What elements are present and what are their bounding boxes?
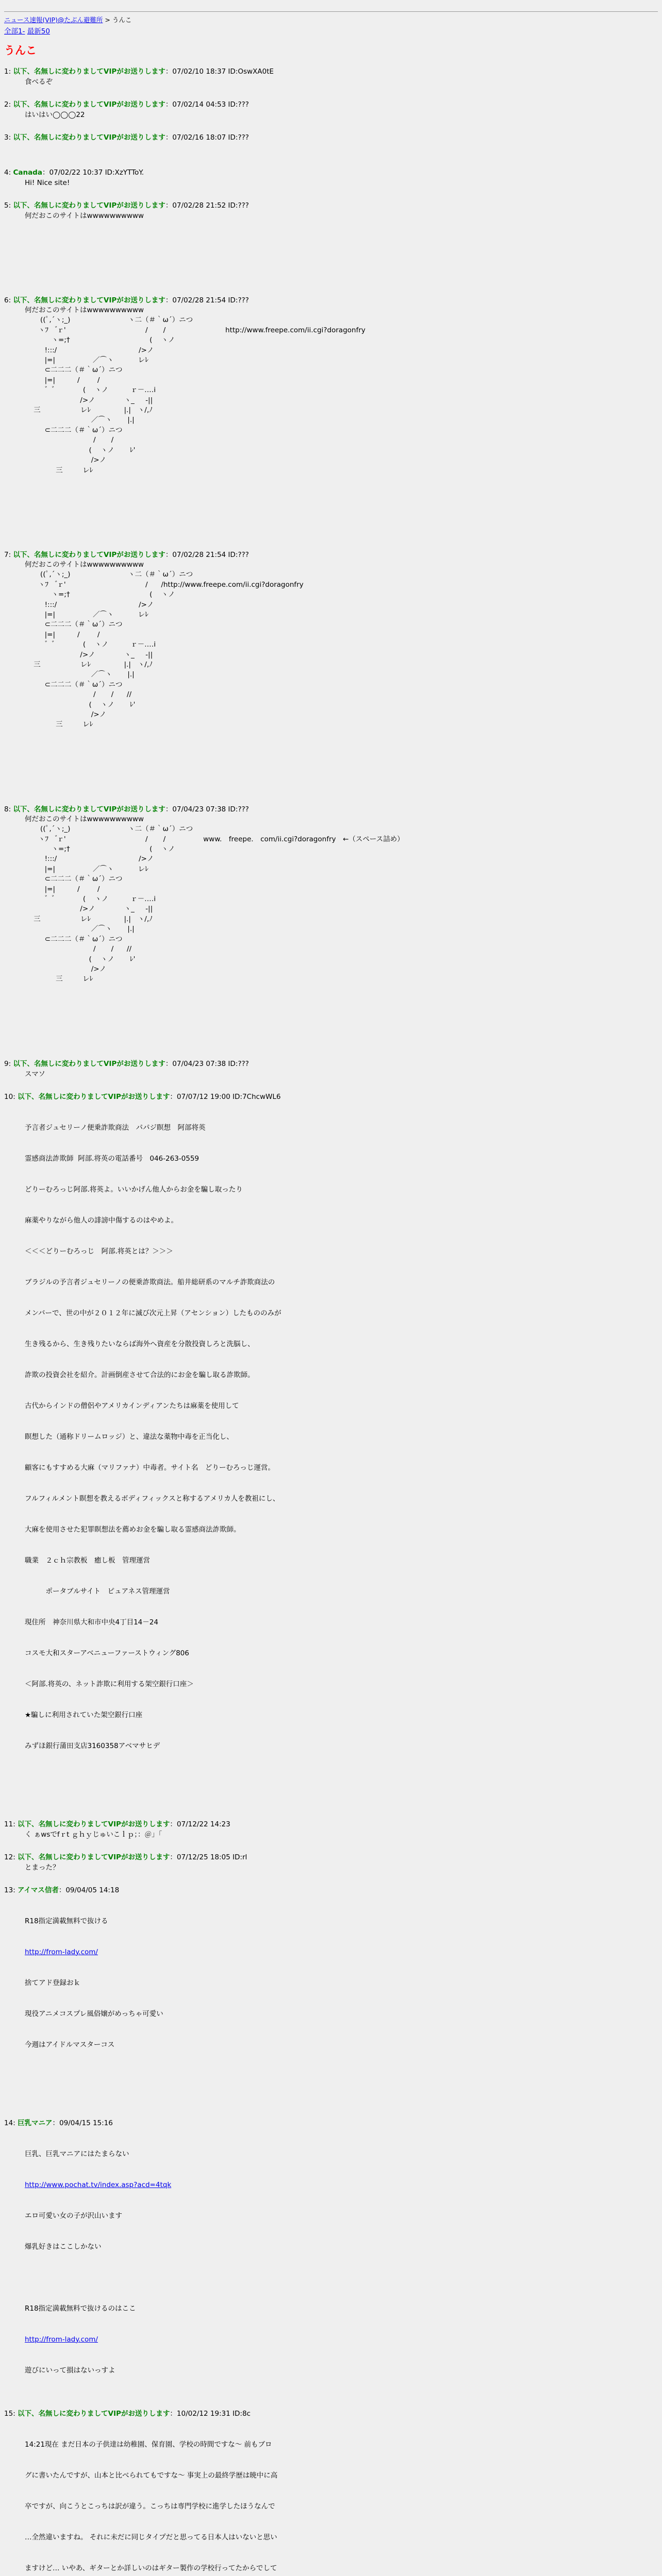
post-15: [4, 2409, 658, 2576]
post-11: [4, 1819, 658, 1840]
post-meta: ：07/12/22 14:23: [170, 1820, 230, 1828]
poster-name: 以下、名無しに変わりましてVIPがお送りします: [18, 2409, 170, 2418]
post-meta: ：07/02/22 10:37 ID:XzYTToY.: [42, 168, 144, 177]
post-number: 4: [4, 168, 9, 177]
post-header: 10: 以下、名無しに変わりましてVIPがお送りします：07/07/12 19:00 ID:7ChcwWL6: [4, 1092, 281, 1101]
body-line: R18指定満載無料で抜けるのはここ: [25, 2304, 136, 2313]
post-number: 1: [4, 67, 9, 76]
body-line: 現住所 神奈川県大和市中央4丁目14－24: [25, 1618, 158, 1626]
body-line: 卒ですが、向こうとこっちは訳が違う。こっちは専門学校に進学したほうなんで: [25, 2502, 275, 2511]
post-header: 8: 以下、名無しに変わりましてVIPがお送りします：07/04/23 07:38 ID:???: [4, 805, 249, 814]
body-line: 巨乳、巨乳マニアにはたまらない: [25, 2149, 129, 2158]
post-3: [4, 132, 658, 155]
body-line: みずほ銀行蒲田支店3160358アベマサヒデ: [25, 1741, 160, 1750]
post-header: 13: アイマス信者：09/04/05 14:18: [4, 1886, 120, 1894]
post-number: 5: [4, 201, 9, 210]
thread-title: うんこ: [4, 44, 37, 57]
post-meta: ：09/04/05 14:18: [58, 1886, 120, 1894]
post-6: [4, 295, 658, 537]
poster-name: 以下、名無しに変わりましてVIPがお送りします: [13, 100, 166, 109]
top-divider: [4, 11, 658, 12]
breadcrumb-separator: >: [103, 16, 112, 24]
body-line: 今週はアイドルマスターコス: [25, 2040, 115, 2049]
ascii-art-body: 何だおこのサイトはwwwwwwwwww ((ﾟ,´ヽ;_) ヽ二（＃｀ω´）ニつ ヽﾌ ゙ｒ' / / www. freepe. com/ii.cgi?doragonfry ←（スペース詰め） ヽ=;† ( ヽノ !:::/ />ノ |=| ／⌒ヽ レﾚ ⊂二二二（＃｀ω´）ニつ |=| / / ゛゛ ( ヽノ ｒ－‥‥i />ノ ヽ_ -|| 三 レﾚ |.| ヽ/,ﾉ ／⌒ヽ |.| ⊂二二二（＃｀ω´）ニつ / / // ( ヽノ ﾚ' />ノ 三 レﾚ: [25, 815, 404, 984]
body-line: 詐欺の投資会社を紹介。計画倒産させて合法的にお金を騙し取る詐欺師。: [25, 1370, 255, 1379]
post-9: [4, 1059, 658, 1079]
post-meta: ：07/07/12 19:00 ID:7ChcwWL6: [170, 1092, 281, 1101]
post-number: 15: [4, 2409, 13, 2418]
body-line: 生き残るから、生き残りたいならば海外へ資産を分散投資しろと洗脳し、: [25, 1340, 255, 1348]
post-meta: ：07/12/25 18:05 ID:rl: [170, 1853, 247, 1861]
body-line: フルフィルメント瞑想を教えるボディフィックスと称するアメリカ人を教祖にし、: [25, 1494, 280, 1503]
page: [0, 11, 662, 2576]
external-link[interactable]: http://from-lady.com/: [25, 2335, 98, 2344]
body-line: 大麻を使用させた犯罪瞑想法を薦めお金を騙し取る霊感商法詐欺師。: [25, 1525, 241, 1534]
body-line: グに書いたんですが、山本と比べられてもですな～ 事実上の最終学歴は暁中に高: [25, 2471, 278, 2480]
body-line: コスモ大和スターアベニューファーストウィング806: [25, 1649, 189, 1657]
poster-name: Canada: [13, 168, 42, 177]
post-5: [4, 200, 658, 283]
post-12: [4, 1852, 658, 1873]
body-line: ますけど… いやあ、ギターとか詳しいのはギター製作の学校行ってたからでして: [25, 2564, 277, 2572]
post-1: [4, 66, 658, 87]
body-line: 瞑想した（通称ドリームロッジ）と、違法な薬物中毒を正当化し、: [25, 1432, 234, 1441]
external-link[interactable]: http://from-lady.com/: [25, 1947, 98, 1956]
poster-name: 以下、名無しに変わりましてVIPがお送りします: [13, 1059, 166, 1068]
all-posts-link[interactable]: 全部1-: [4, 27, 25, 36]
post-number: 6: [4, 296, 9, 304]
post-number: 12: [4, 1853, 13, 1861]
post-meta: ：07/02/28 21:54 ID:???: [165, 296, 249, 304]
post-body: とまった？: [25, 1863, 60, 1872]
post-header: 11: 以下、名無しに変わりましてVIPがお送りします：07/12/22 14:23: [4, 1820, 230, 1828]
post-body: [25, 2419, 658, 2576]
post-14: [4, 2118, 658, 2396]
body-line: …全然違いますね。 それに未だに同じタイプだと思ってる日本人はいないと思い: [25, 2533, 277, 2541]
body-line: 霊感商法詐欺師 阿部.将英の電話番号 046-263-0559: [25, 1154, 200, 1163]
poster-name: 以下、名無しに変わりましてVIPがお送りします: [18, 1853, 170, 1861]
post-meta: ：09/04/15 15:16: [52, 2119, 113, 2127]
post-number: 10: [4, 1092, 13, 1101]
poster-name: 以下、名無しに変わりましてVIPがお送りします: [13, 133, 166, 142]
post-header: 14: 巨乳マニア：09/04/15 15:16: [4, 2119, 113, 2127]
body-line: R18指定満載無料で抜ける: [25, 1917, 108, 1925]
body-line: 麻薬やりながら他人の誹謗中傷するのはやめよ。: [25, 1216, 178, 1225]
post-header: 1: 以下、名無しに変わりましてVIPがお送りします：07/02/10 18:37 ID:OswXA0tE: [4, 67, 274, 76]
poster-name: アイマス信者: [18, 1886, 59, 1894]
poster-name: 以下、名無しに変わりましてVIPがお送りします: [18, 1820, 170, 1828]
breadcrumb: [4, 15, 658, 25]
post-meta: ：07/02/28 21:54 ID:???: [165, 550, 249, 559]
post-body: 食べるぞ: [25, 78, 53, 86]
body-line: 爆乳好きはここしかない: [25, 2242, 102, 2251]
body-line: 現役アニメコスプレ風俗嬢がめっちゃ可愛い: [25, 2009, 163, 2018]
body-line: ブラジルの予言者ジュセリーノの便乗詐欺商法。船井総研系のマルチ詐欺商法の: [25, 1278, 275, 1286]
breadcrumb-board-link[interactable]: ニュース速報(VIP)@たぶん避難所: [4, 16, 103, 24]
post-body: [25, 1895, 658, 2071]
post-number: 14: [4, 2119, 13, 2127]
body-line: メンバーで、世の中が２０１２年に滅び次元上昇（アセンション）したもののみが: [25, 1309, 282, 1317]
body-line: [25, 2273, 658, 2283]
post-body: スマソ: [25, 1070, 45, 1078]
post-header: 12: 以下、名無しに変わりましてVIPがお送りします：07/12/25 18:05 ID:rl: [4, 1853, 247, 1861]
thread-nav: [4, 26, 658, 37]
body-line: どりーむろっじ阿部.将英よ。いいかげん他人からお金を騙し取ったり: [25, 1185, 243, 1194]
post-number: 11: [4, 1820, 13, 1828]
poster-name: 以下、名無しに変わりましてVIPがお送りします: [18, 1092, 170, 1101]
post-list: [4, 66, 658, 2576]
post-meta: ：07/04/23 07:38 ID:???: [165, 805, 249, 814]
poster-name: 以下、名無しに変わりましてVIPがお送りします: [13, 805, 166, 814]
post-header: 4: Canada：07/02/22 10:37 ID:XzYTToY.: [4, 168, 144, 177]
post-header: 2: 以下、名無しに変わりましてVIPがお送りします：07/02/14 04:53 ID:???: [4, 100, 249, 109]
poster-name: 以下、名無しに変わりましてVIPがお送りします: [13, 296, 166, 304]
post-10: [4, 1092, 658, 1807]
post-meta: ：07/02/28 21:52 ID:???: [165, 201, 249, 210]
body-line: 遊びにいって損はないっすよ: [25, 2366, 115, 2375]
post-meta: ：07/02/14 04:53 ID:???: [165, 100, 249, 109]
post-number: 7: [4, 550, 9, 559]
post-body: Hi! Nice site!: [25, 179, 70, 187]
post-header: 5: 以下、名無しに変わりましてVIPがお送りします：07/02/28 21:52 ID:???: [4, 201, 249, 210]
body-line: 予言者ジュセリーノ便乗詐欺商法 パパジ瞑想 阿部将英: [25, 1123, 206, 1132]
body-line: ★騙しに利用されていた架空銀行口座: [25, 1710, 143, 1719]
ascii-art-body: 何だおこのサイトはwwwwwwwwww ((ﾟ,´ヽ;_) ヽ二（＃｀ω´）ニつ ヽﾌ ゙ｒ' / / http://www.freepe.com/ii.cgi?doragonfry ヽ=;† ( ヽノ !:::/ />ノ |=| ／⌒ヽ レﾚ ⊂二二二（＃｀ω´）ニつ |=| / / ゛゛ ( ヽノ ｒ－‥‥i />ノ ヽ_ -|| 三 レﾚ |.| ヽ/,ﾉ ／⌒ヽ |.| ⊂二二二（＃｀ω´）ニつ / / ( ヽノ ﾚ' />ノ 三 レﾚ: [25, 306, 366, 474]
poster-name: 以下、名無しに変わりましてVIPがお送りします: [13, 550, 166, 559]
post-number: 3: [4, 133, 9, 142]
body-line: 顧客にもすすめる大麻（マリファナ）中毒者。サイト名 どりーむろっじ運営。: [25, 1463, 275, 1472]
post-header: 9: 以下、名無しに変わりましてVIPがお送りします：07/04/23 07:38 ID:???: [4, 1059, 249, 1068]
external-link[interactable]: http://www.pochat.tv/index.asp?acd=4tqk: [25, 2180, 172, 2189]
post-header: 3: 以下、名無しに変わりましてVIPがお送りします：07/02/16 18:07 ID:???: [4, 133, 249, 142]
ascii-art-body: 何だおこのサイトはwwwwwwwwww ((ﾟ,´ヽ;_) ヽ二（＃｀ω´）ニつ ヽﾌ ゙ｒ' / /http://www.freepe.com/ii.cgi?doragonfry ヽ=;† ( ヽノ !:::/ />ノ |=| ／⌒ヽ レﾚ ⊂二二二（＃｀ω´）ニつ |=| / / ゛゛ ( ヽノ ｒ－‥‥i />ノ ヽ_ -|| 三 レﾚ |.| ヽ/,ﾉ ／⌒ヽ |.| ⊂二二二（＃｀ω´）ニつ / / // ( ヽノ ﾚ' />ノ 三 レﾚ: [25, 560, 304, 729]
body-line: ＜阿部.将英の、ネット詐欺に利用する架空銀行口座＞: [25, 1680, 194, 1688]
post-header: 6: 以下、名無しに変わりましてVIPがお送りします：07/02/28 21:54 ID:???: [4, 296, 249, 304]
post-number: 13: [4, 1886, 13, 1894]
post-meta: ：07/02/16 18:07 ID:???: [165, 133, 249, 142]
body-line: エロ可愛い女の子が沢山います: [25, 2211, 122, 2220]
post-body: [25, 1102, 658, 1772]
poster-name: 巨乳マニア: [18, 2119, 53, 2127]
latest-50-link[interactable]: 最新50: [27, 27, 50, 36]
body-line: 捨てアド登録おｋ: [25, 1978, 80, 1987]
post-body: 何だおこのサイトはwwwwwwwwww: [25, 212, 144, 220]
breadcrumb-current: うんこ: [112, 16, 132, 24]
post-body: [25, 2128, 658, 2396]
post-13: [4, 1885, 658, 2106]
body-line: 職業 ２ｃｈ宗教板 癒し板 管理運営: [25, 1556, 150, 1565]
post-4: [4, 167, 658, 188]
post-number: 8: [4, 805, 9, 814]
post-number: 9: [4, 1059, 9, 1068]
post-body: はいはい◯◯◯22: [25, 111, 85, 119]
body-line: 14:21現在 まだ日本の子供達は幼稚園、保育園、学校の時間ですな～ 前もブロ: [25, 2440, 272, 2449]
post-meta: ：07/04/23 07:38 ID:???: [165, 1059, 249, 1068]
post-body: く ぁwsでfｒt ｇｈｙじゅいこｌｐ；：＠」「: [25, 1830, 162, 1839]
post-header: 7: 以下、名無しに変わりましてVIPがお送りします：07/02/28 21:54 ID:???: [4, 550, 249, 559]
post-meta: ：07/02/10 18:37 ID:OswXA0tE: [165, 67, 274, 76]
poster-name: 以下、名無しに変わりましてVIPがお送りします: [13, 201, 166, 210]
post-2: [4, 99, 658, 120]
body-line: ＜＜＜どりーむろっじ 阿部.将英とは？＞＞＞: [25, 1247, 173, 1256]
poster-name: 以下、名無しに変わりましてVIPがお送りします: [13, 67, 166, 76]
post-7: [4, 550, 658, 792]
post-header: 15: 以下、名無しに変わりましてVIPがお送りします：10/02/12 19:31 ID:8c: [4, 2409, 251, 2418]
post-number: 2: [4, 100, 9, 109]
body-line: 古代からインドの僧侶やアメリカインディアンたちは麻薬を使用して: [25, 1401, 239, 1410]
post-8: [4, 804, 658, 1046]
post-meta: ：10/02/12 19:31 ID:8c: [170, 2409, 251, 2418]
body-line: ポータブルサイト ピュアネス管理運営: [25, 1587, 170, 1596]
